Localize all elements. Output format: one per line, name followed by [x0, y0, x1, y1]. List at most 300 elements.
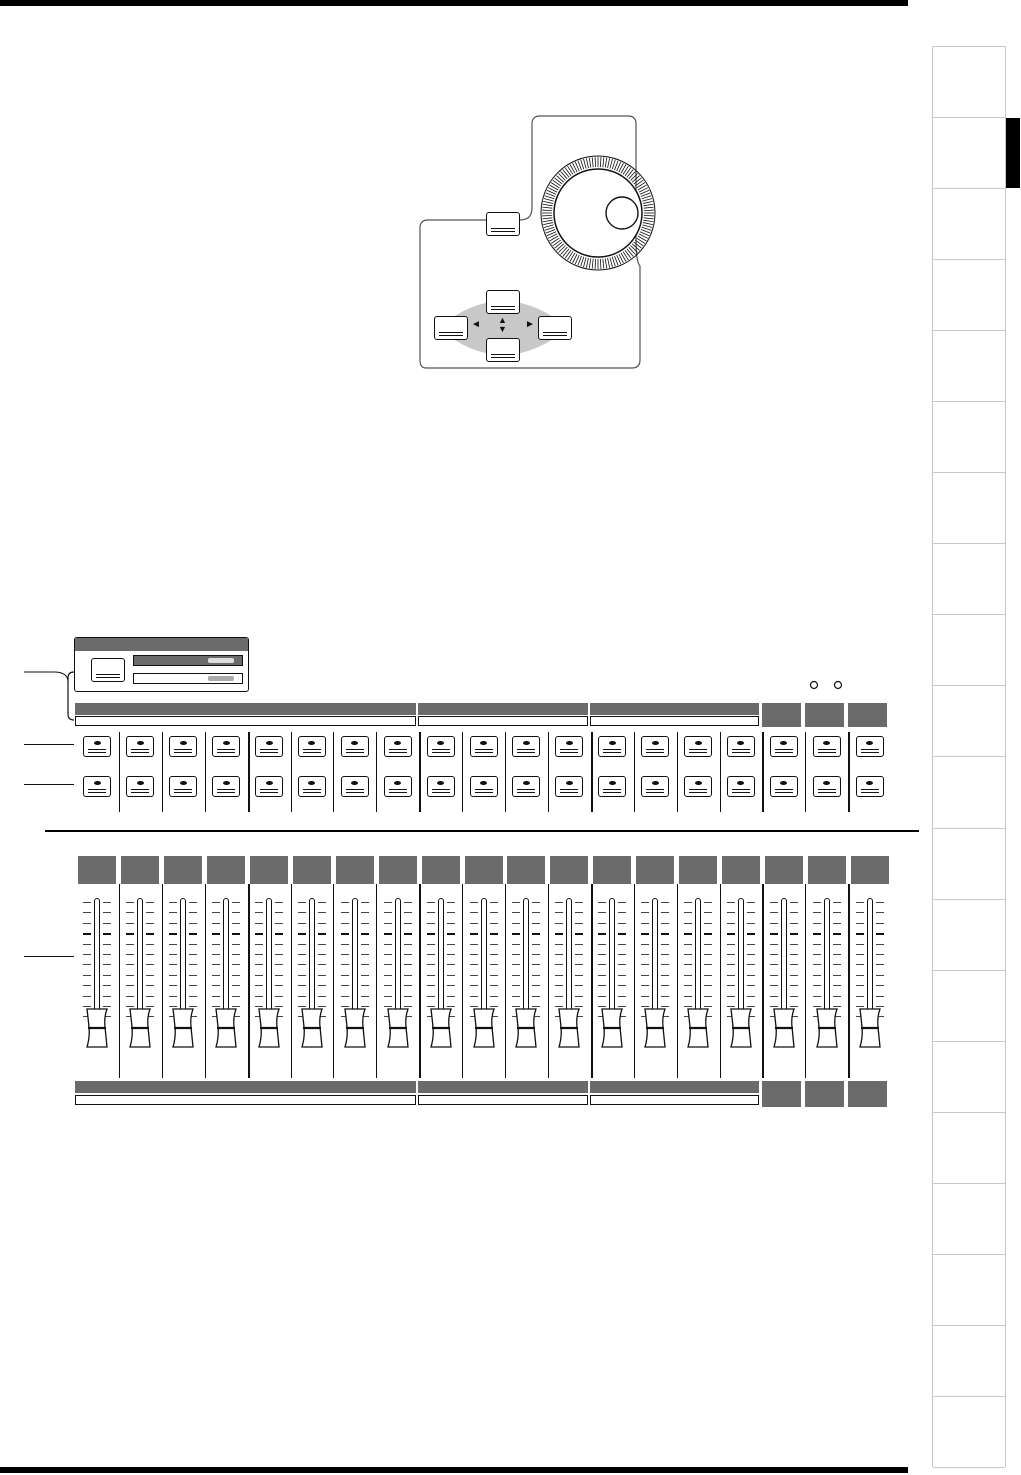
fader-scale-tick: [83, 933, 91, 935]
fader-scale-tick: [361, 996, 369, 997]
fader-scale-tick: [598, 975, 606, 976]
fader-scale-tick: [727, 902, 735, 903]
fader-scale-tick: [318, 944, 326, 945]
fader-knob[interactable]: [472, 1007, 496, 1049]
fader-scale-tick: [427, 902, 435, 903]
fader-scale-tick: [318, 933, 326, 935]
on-button[interactable]: [298, 776, 326, 797]
fader-knob[interactable]: [643, 1007, 667, 1049]
fader-scale-tick: [232, 996, 240, 997]
group-1-label-bar-top: [75, 703, 416, 715]
fader-scale-tick: [212, 933, 220, 935]
channel-label-block: [851, 856, 889, 884]
fader-scale-tick: [275, 944, 283, 945]
group-6-label-block-top: [848, 703, 887, 727]
fader-scale-tick: [103, 902, 111, 903]
fader-scale-tick: [532, 954, 540, 955]
fader-scale-tick: [704, 996, 712, 997]
fader-scale-tick: [146, 923, 154, 924]
channel-divider-top: [720, 732, 721, 812]
on-button[interactable]: [384, 776, 412, 797]
fader-knob[interactable]: [858, 1007, 882, 1049]
select-button[interactable]: [83, 736, 111, 757]
fader-knob[interactable]: [386, 1007, 410, 1049]
on-led: [523, 781, 530, 785]
fader-scale-tick: [747, 912, 755, 913]
select-button[interactable]: [856, 736, 884, 757]
fader-scale-tick: [404, 933, 412, 935]
fader-scale-tick: [661, 996, 669, 997]
channel-divider-top: [162, 732, 163, 812]
leader-faders: [24, 956, 74, 957]
fader-scale-tick: [661, 985, 669, 986]
fader-scale-tick: [255, 975, 263, 976]
on-button[interactable]: [83, 776, 111, 797]
fader-scale-tick: [275, 996, 283, 997]
group-2-label-bar-bottom: [418, 1081, 588, 1093]
side-tab-6[interactable]: [933, 402, 1005, 473]
on-button[interactable]: [641, 776, 669, 797]
fader-scale-tick: [790, 954, 798, 955]
fader-scale-tick: [856, 902, 864, 903]
fader-scale-tick: [189, 964, 197, 965]
on-button[interactable]: [341, 776, 369, 797]
fader-scale-tick: [427, 923, 435, 924]
side-tab-column: [932, 46, 1006, 1467]
fader-scale-tick: [169, 985, 177, 986]
on-led: [180, 781, 187, 785]
fader-scale-tick: [427, 933, 435, 935]
select-led: [695, 741, 702, 745]
channel-divider-bottom: [762, 884, 764, 1078]
fader-scale-tick: [146, 975, 154, 976]
side-tab-18[interactable]: [933, 1255, 1005, 1326]
fader-scale-tick: [404, 964, 412, 965]
group-6-label-block-bottom: [848, 1081, 887, 1107]
on-led: [652, 781, 659, 785]
group-1-name-strip-top: [75, 716, 416, 726]
fader-scale-tick: [341, 954, 349, 955]
channel-label-block: [636, 856, 674, 884]
channel-divider-bottom: [291, 884, 292, 1078]
select-button[interactable]: [255, 736, 283, 757]
fader-scale-tick: [704, 902, 712, 903]
fader-scale-tick: [770, 954, 778, 955]
up-button[interactable]: [486, 290, 520, 314]
fader-scale-tick: [575, 944, 583, 945]
fader-knob[interactable]: [600, 1007, 624, 1049]
side-tab-4[interactable]: [933, 260, 1005, 331]
fader-scale-tick: [427, 975, 435, 976]
side-tab-12[interactable]: [933, 829, 1005, 900]
fader-scale-tick: [598, 954, 606, 955]
fader-scale-tick: [298, 933, 306, 935]
fader-scale-tick: [212, 902, 220, 903]
channel-divider-bottom: [677, 884, 678, 1078]
fader-scale-tick: [704, 964, 712, 965]
fader-scale-tick: [490, 902, 498, 903]
fader-scale-tick: [598, 902, 606, 903]
channel-divider-top: [591, 732, 593, 812]
down-button[interactable]: [486, 338, 520, 362]
fader-scale-tick: [575, 954, 583, 955]
fader-scale-tick: [212, 923, 220, 924]
fader-scale-tick: [641, 996, 649, 997]
fader-scale-tick: [298, 923, 306, 924]
on-led: [137, 781, 144, 785]
fader-scale-tick: [727, 944, 735, 945]
channel-label-block: [808, 856, 846, 884]
on-button[interactable]: [427, 776, 455, 797]
select-led: [180, 741, 187, 745]
fader-scale-tick: [532, 996, 540, 997]
select-button[interactable]: [770, 736, 798, 757]
fader-scale-tick: [876, 996, 884, 997]
channel-divider-top: [205, 732, 206, 812]
fader-scale-tick: [212, 912, 220, 913]
fader-scale-tick: [684, 964, 692, 965]
side-tab-11[interactable]: [933, 758, 1005, 829]
fader-knob[interactable]: [514, 1007, 538, 1049]
select-button[interactable]: [384, 736, 412, 757]
side-tab-3[interactable]: [933, 189, 1005, 260]
fader-scale-tick: [103, 985, 111, 986]
fader-scale-tick: [727, 964, 735, 965]
fader-scale-tick: [470, 933, 478, 935]
fader-scale-tick: [470, 996, 478, 997]
fader-knob[interactable]: [85, 1007, 109, 1049]
fader-scale-tick: [298, 975, 306, 976]
select-button[interactable]: [126, 736, 154, 757]
fader-scale-tick: [275, 933, 283, 935]
select-button[interactable]: [641, 736, 669, 757]
fader-scale-tick: [618, 912, 626, 913]
fader-scale-tick: [404, 902, 412, 903]
fader-scale-tick: [876, 933, 884, 935]
fader-scale-tick: [575, 923, 583, 924]
fader-scale-tick: [447, 912, 455, 913]
fader-scale-tick: [212, 985, 220, 986]
group-4-label-block-bottom: [762, 1081, 801, 1107]
fader-scale-tick: [704, 933, 712, 935]
channel-label-block: [422, 856, 460, 884]
select-button[interactable]: [470, 736, 498, 757]
fader-scale-tick: [555, 944, 563, 945]
group-3-name-strip-top: [590, 716, 760, 726]
fader-scale-tick: [427, 912, 435, 913]
side-tab-14[interactable]: [933, 971, 1005, 1042]
fader-scale-tick: [384, 954, 392, 955]
side-tab-13[interactable]: [933, 900, 1005, 971]
side-tab-16[interactable]: [933, 1113, 1005, 1184]
fader-scale-tick: [470, 964, 478, 965]
fader-scale-tick: [212, 954, 220, 955]
on-button[interactable]: [169, 776, 197, 797]
group-3-label-bar-top: [590, 703, 760, 715]
enter-button[interactable]: [486, 212, 520, 236]
fader-scale-tick: [512, 964, 520, 965]
side-tab-8[interactable]: [933, 544, 1005, 615]
fader-scale-tick: [341, 902, 349, 903]
fader-scale-tick: [189, 944, 197, 945]
on-button[interactable]: [598, 776, 626, 797]
channel-divider-top: [634, 732, 635, 812]
fader-scale-tick: [470, 954, 478, 955]
fader-scale-tick: [684, 912, 692, 913]
fader-scale-tick: [103, 954, 111, 955]
fader-knob[interactable]: [214, 1007, 238, 1049]
fader-scale-tick: [876, 985, 884, 986]
group-5-label-block-bottom: [805, 1081, 844, 1107]
on-led: [223, 781, 230, 785]
fader-scale-tick: [361, 975, 369, 976]
fader-scale-tick: [598, 923, 606, 924]
fader-scale-tick: [727, 985, 735, 986]
on-button[interactable]: [555, 776, 583, 797]
right-button[interactable]: [538, 316, 572, 340]
select-button[interactable]: [212, 736, 240, 757]
mode-callout-box: [74, 637, 249, 692]
fader-scale-tick: [790, 912, 798, 913]
on-button[interactable]: [470, 776, 498, 797]
group-3-name-strip-bottom: [590, 1095, 760, 1105]
select-led: [308, 741, 315, 745]
fader-scale-tick: [618, 985, 626, 986]
fader-scale-tick: [255, 902, 263, 903]
fader-scale-tick: [575, 964, 583, 965]
fader-scale-tick: [833, 912, 841, 913]
fader-scale-tick: [169, 964, 177, 965]
dial-finger-grip: [606, 197, 638, 229]
fader-scale-tick: [232, 933, 240, 935]
fader-scale-tick: [169, 975, 177, 976]
leader-on-row: [24, 784, 74, 785]
fader-knob[interactable]: [729, 1007, 753, 1049]
side-tab-1[interactable]: [933, 47, 1005, 118]
fader-scale-tick: [684, 933, 692, 935]
channel-divider-top: [505, 732, 506, 812]
fader-scale-tick: [512, 923, 520, 924]
fader-scale-tick: [876, 912, 884, 913]
fader-scale-tick: [641, 954, 649, 955]
channel-divider-bottom: [548, 884, 549, 1078]
fader-scale-tick: [813, 933, 821, 935]
fader-scale-tick: [470, 923, 478, 924]
fader-scale-tick: [790, 944, 798, 945]
fader-knob[interactable]: [557, 1007, 581, 1049]
fader-scale-tick: [298, 902, 306, 903]
fader-scale-tick: [470, 902, 478, 903]
channel-label-block: [465, 856, 503, 884]
fader-scale-tick: [490, 912, 498, 913]
side-tab-5[interactable]: [933, 331, 1005, 402]
fader-scale-tick: [684, 975, 692, 976]
on-button[interactable]: [512, 776, 540, 797]
on-button[interactable]: [126, 776, 154, 797]
fader-scale-tick: [384, 944, 392, 945]
fader-scale-tick: [169, 923, 177, 924]
fader-scale-tick: [232, 912, 240, 913]
fader-scale-tick: [641, 964, 649, 965]
on-button[interactable]: [684, 776, 712, 797]
fader-scale-tick: [490, 923, 498, 924]
fader-knob[interactable]: [343, 1007, 367, 1049]
fader-scale-tick: [255, 944, 263, 945]
select-button[interactable]: [813, 736, 841, 757]
left-arrow-icon: ◄: [471, 319, 481, 330]
fader-knob[interactable]: [128, 1007, 152, 1049]
channel-divider-bottom: [333, 884, 334, 1078]
fader-scale-tick: [169, 944, 177, 945]
fader-scale-tick: [813, 996, 821, 997]
fader-scale-tick: [684, 954, 692, 955]
on-led: [823, 781, 830, 785]
fader-scale-tick: [704, 923, 712, 924]
fader-scale-tick: [856, 954, 864, 955]
side-tab-19[interactable]: [933, 1326, 1005, 1397]
fader-scale-tick: [341, 923, 349, 924]
select-button[interactable]: [727, 736, 755, 757]
select-button[interactable]: [512, 736, 540, 757]
on-led: [437, 781, 444, 785]
side-tab-10[interactable]: [933, 686, 1005, 757]
on-button[interactable]: [727, 776, 755, 797]
fader-scale-tick: [146, 944, 154, 945]
fader-scale-tick: [790, 985, 798, 986]
mode-row-1: [133, 655, 243, 666]
side-tab-7[interactable]: [933, 473, 1005, 544]
fader-knob[interactable]: [429, 1007, 453, 1049]
side-tab-20[interactable]: [933, 1397, 1005, 1468]
indicator-led-2: [835, 682, 842, 689]
select-led: [137, 741, 144, 745]
select-button[interactable]: [341, 736, 369, 757]
fader-scale-tick: [532, 975, 540, 976]
group-2-name-strip-top: [418, 716, 588, 726]
select-button[interactable]: [169, 736, 197, 757]
channel-label-block: [722, 856, 760, 884]
fader-scale-tick: [490, 933, 498, 935]
side-tab-17[interactable]: [933, 1184, 1005, 1255]
fader-scale-tick: [83, 975, 91, 976]
fader-knob[interactable]: [300, 1007, 324, 1049]
fader-scale-tick: [447, 944, 455, 945]
on-button[interactable]: [813, 776, 841, 797]
channel-divider-bottom: [248, 884, 250, 1078]
fader-scale-tick: [661, 954, 669, 955]
fader-scale-tick: [727, 912, 735, 913]
fader-scale-tick: [770, 902, 778, 903]
fader-scale-tick: [512, 933, 520, 935]
fader-scale-tick: [361, 944, 369, 945]
fader-scale-tick: [770, 912, 778, 913]
fader-scale-tick: [384, 996, 392, 997]
fader-scale-tick: [83, 944, 91, 945]
fader-scale-tick: [275, 923, 283, 924]
fader-scale-tick: [427, 944, 435, 945]
fader-scale-tick: [704, 985, 712, 986]
fader-scale-tick: [618, 944, 626, 945]
left-button[interactable]: [434, 316, 468, 340]
on-button[interactable]: [255, 776, 283, 797]
select-button[interactable]: [427, 736, 455, 757]
mode-button[interactable]: [91, 658, 125, 682]
side-tab-2[interactable]: [933, 118, 1005, 189]
on-button[interactable]: [770, 776, 798, 797]
channel-label-block: [336, 856, 374, 884]
indicator-led-1: [811, 682, 818, 689]
fader-scale-tick: [126, 923, 134, 924]
fader-scale-tick: [361, 954, 369, 955]
fader-scale-tick: [427, 996, 435, 997]
side-tab-9[interactable]: [933, 615, 1005, 686]
fader-scale-tick: [727, 975, 735, 976]
on-button[interactable]: [856, 776, 884, 797]
fader-scale-tick: [833, 944, 841, 945]
fader-scale-tick: [598, 985, 606, 986]
fader-scale-tick: [189, 954, 197, 955]
fader-scale-tick: [618, 902, 626, 903]
on-led: [866, 781, 873, 785]
select-led: [737, 741, 744, 745]
fader-scale-tick: [447, 933, 455, 935]
fader-knob[interactable]: [772, 1007, 796, 1049]
fader-scale-tick: [856, 985, 864, 986]
fader-scale-tick: [618, 923, 626, 924]
fader-scale-tick: [427, 985, 435, 986]
fader-scale-tick: [532, 933, 540, 935]
fader-knob[interactable]: [686, 1007, 710, 1049]
channel-divider-top: [291, 732, 292, 812]
side-tab-15[interactable]: [933, 1042, 1005, 1113]
top-rule: [0, 0, 908, 6]
channel-label-block: [250, 856, 288, 884]
fader-scale-tick: [404, 975, 412, 976]
select-button[interactable]: [555, 736, 583, 757]
select-led: [823, 741, 830, 745]
select-button[interactable]: [298, 736, 326, 757]
fader-scale-tick: [555, 954, 563, 955]
fader-scale-tick: [384, 975, 392, 976]
on-button[interactable]: [212, 776, 240, 797]
channel-divider-bottom: [119, 884, 120, 1078]
fader-scale-tick: [298, 944, 306, 945]
fader-scale-tick: [83, 923, 91, 924]
fader-knob[interactable]: [815, 1007, 839, 1049]
fader-scale-tick: [212, 944, 220, 945]
fader-scale-tick: [232, 944, 240, 945]
fader-scale-tick: [83, 985, 91, 986]
select-button[interactable]: [598, 736, 626, 757]
fader-knob[interactable]: [257, 1007, 281, 1049]
channel-divider-top: [548, 732, 549, 812]
callout-header: [75, 638, 248, 651]
channel-divider-top: [762, 732, 764, 812]
fader-scale-tick: [103, 912, 111, 913]
select-led: [780, 741, 787, 745]
fader-scale-tick: [575, 912, 583, 913]
fader-scale-tick: [661, 933, 669, 935]
fader-scale-tick: [684, 923, 692, 924]
fader-scale-tick: [232, 975, 240, 976]
up-arrow-icon: ▲: [498, 315, 507, 325]
fader-knob[interactable]: [171, 1007, 195, 1049]
fader-scale-tick: [126, 902, 134, 903]
fader-scale-tick: [447, 975, 455, 976]
fader-scale-tick: [555, 902, 563, 903]
select-button[interactable]: [684, 736, 712, 757]
on-led: [266, 781, 273, 785]
